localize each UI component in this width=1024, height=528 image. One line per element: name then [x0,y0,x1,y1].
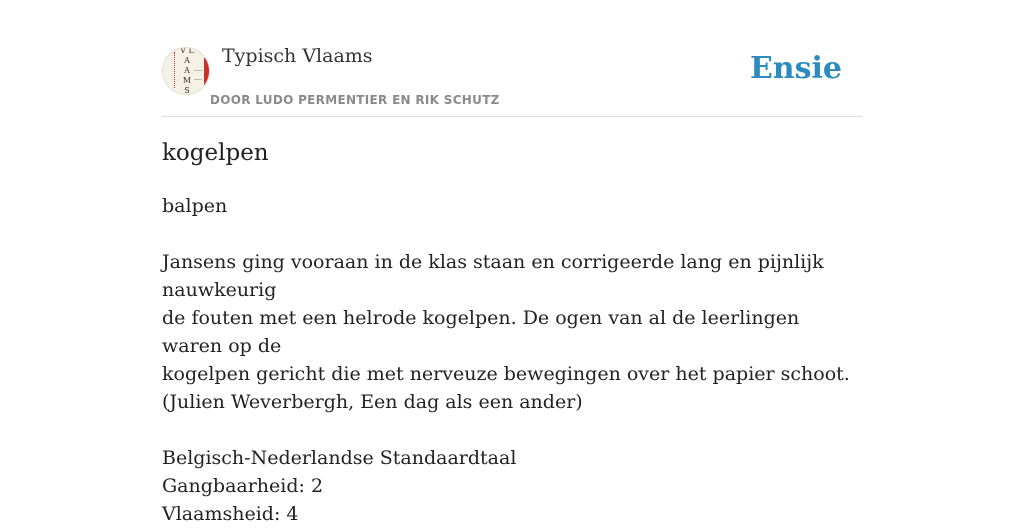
entry-definition: balpen [162,195,228,217]
entry-gangbaarheid: Gangbaarheid: 2 [162,475,324,497]
avatar-decoration [174,52,178,88]
entry-page [162,0,862,525]
quote-line: kogelpen gericht die met nerveuze bewegingen over het papier schoot. [162,363,850,385]
quote-line: Jansens ging vooraan in de klas staan en corrigeerde lang en pijnlijk nauwkeurig [162,251,824,301]
brand-logo[interactable]: Ensie [749,51,842,86]
spacer [162,220,862,248]
entry-word: kogelpen [162,140,269,166]
book-cover-avatar[interactable] [162,47,210,95]
book-title[interactable]: Typisch Vlaams [222,45,373,67]
quote-source: (Julien Weverbergh, Een dag als een ander) [162,391,583,413]
spacer [162,416,862,444]
header [162,0,862,117]
author-byline: DOOR LUDO PERMENTIER EN RIK SCHUTZ [210,93,500,107]
entry-register: Belgisch-Nederlandse Standaardtaal [162,447,517,469]
avatar-lettering: V L A A M S [180,47,194,95]
avatar-red-spine [204,58,209,88]
avatar-decoration-lines [194,70,202,80]
entry-vlaamsheid: Vlaamsheid: 4 [162,503,299,525]
entry-content [162,192,862,528]
quote-line: de fouten met een helrode kogelpen. De ogen van al de leerlingen waren op de [162,307,800,357]
